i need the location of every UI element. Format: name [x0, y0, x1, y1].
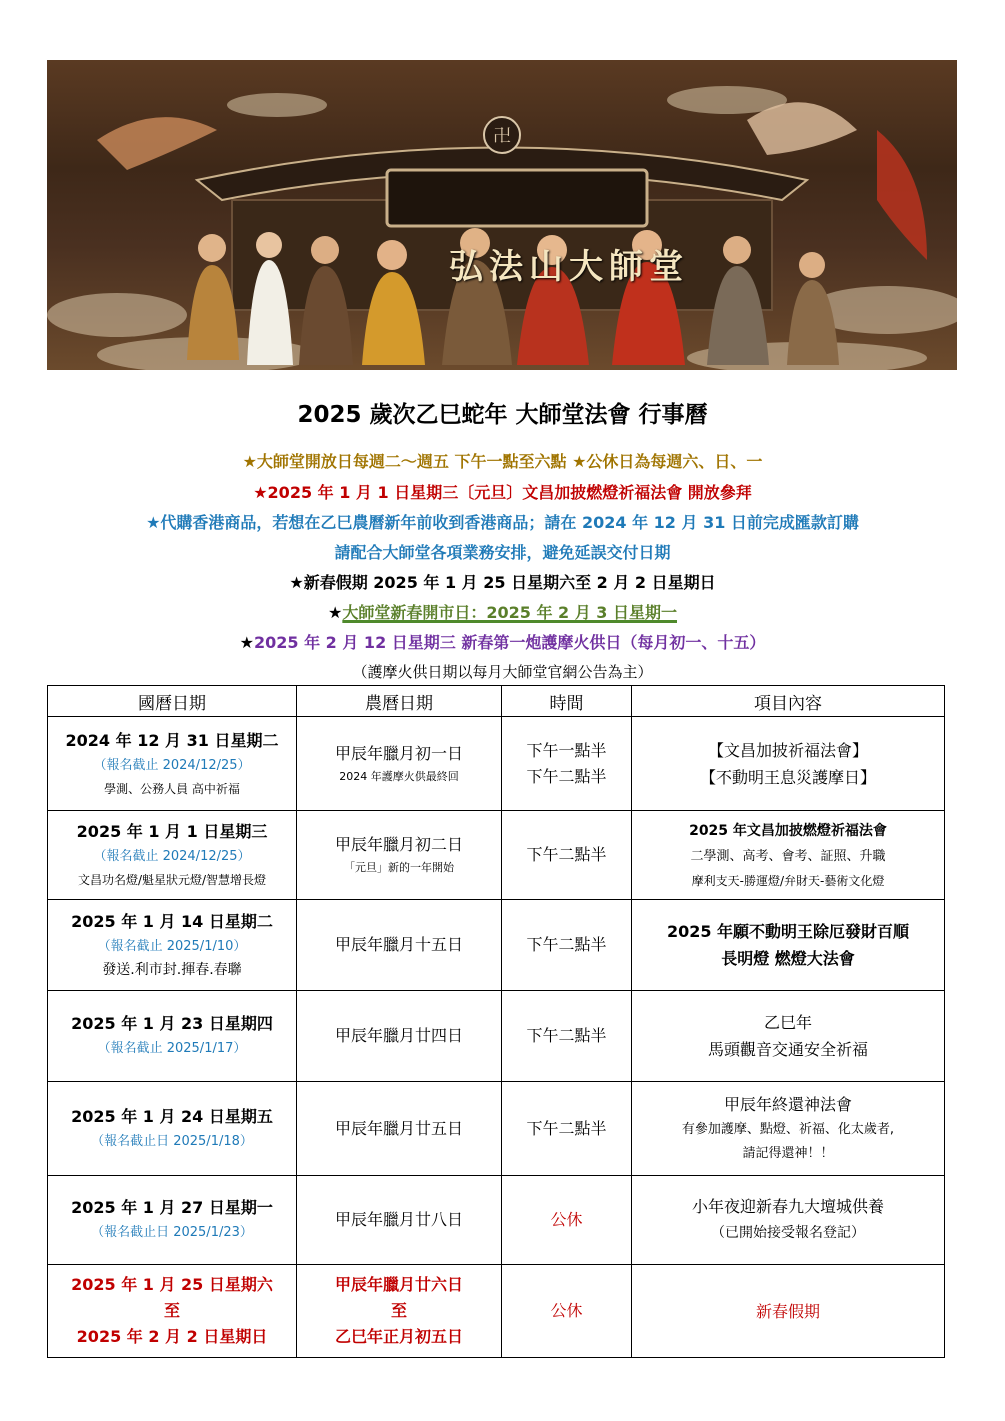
table-row: [48, 1082, 945, 1176]
homa-date-remark: （護摩火供日期以每月大師堂官網公告為主）: [352, 663, 653, 681]
column-header-event: 項目內容: [632, 686, 945, 717]
date-cell: 2025 年 1 月 1 日星期三 （報名截止 2024/12/25） 文昌功名燈/魁星狀元燈/智慧增長燈: [48, 811, 297, 900]
lunar-cell: 甲辰年臘月初一日 2024 年護摩火供最終回: [297, 717, 502, 811]
time-cell: 下午二點半: [502, 1082, 632, 1176]
time-cell: 下午一點半 下午二點半: [502, 717, 632, 811]
table-row: [48, 991, 945, 1082]
table-row: [48, 811, 945, 900]
lunar-cell: 甲辰年臘月初二日 「元旦」新的一年開始: [297, 811, 502, 900]
event-cell: 【文昌加披祈福法會】 【不動明王息災護摩日】: [632, 717, 945, 811]
time-cell: 公休: [502, 1265, 632, 1358]
date-cell: 2025 年 1 月 24 日星期五 （報名截止日 2025/1/18）: [48, 1082, 297, 1176]
event-cell: 2025 年文昌加披燃燈祈福法會 二學測、高考、會考、証照、升職 摩利支天-勝運燈/弁財天-藝術文化燈: [632, 811, 945, 900]
lunar-cell: 甲辰年臘月廿六日 至 乙巳年正月初五日: [297, 1265, 502, 1358]
hk-goods-notice-2: 請配合大師堂各項業務安排，避免延誤交付日期: [334, 543, 671, 562]
date-cell: 2025 年 1 月 25 日星期六 至 2025 年 2 月 2 日星期日: [48, 1265, 297, 1358]
temple-illustration: [47, 60, 957, 370]
date-cell: 2025 年 1 月 14 日星期二 （報名截止 2025/1/10） 發送.利市封.揮春.春聯: [48, 900, 297, 991]
reopening-notice: ★大師堂新春開市日：2025 年 2 月 3 日星期一: [328, 603, 677, 622]
header-banner: [47, 60, 957, 370]
opening-hours-notice: ★大師堂開放日每週二～週五 下午一點至六點 ★公休日為每週六、日、一: [242, 452, 763, 471]
svg-text:卍: 卍: [493, 126, 511, 147]
time-cell: 下午二點半: [502, 811, 632, 900]
lunar-cell: 甲辰年臘月十五日: [297, 900, 502, 991]
table-row: [48, 1176, 945, 1265]
table-row: [48, 900, 945, 991]
event-cell: 2025 年願不動明王除厄發財百順 長明燈 燃燈大法會: [632, 900, 945, 991]
event-calendar-table: [47, 685, 945, 1358]
event-cell: 甲辰年終還神法會 有參加護摩、點燈、祈福、化太歲者, 請記得還神！！: [632, 1082, 945, 1176]
table-row: [48, 1265, 945, 1358]
temple-name-sign: 弘法山大師堂: [449, 246, 689, 287]
column-header-gregorian-date: 國曆日期: [48, 686, 297, 717]
hk-goods-notice: ★代購香港商品，若想在乙巳農曆新年前收到香港商品；請在 2024 年 12 月 31 日前完成匯款訂購: [146, 513, 859, 532]
time-cell: 下午二點半: [502, 900, 632, 991]
table-row: [48, 717, 945, 811]
lunar-cell: 甲辰年臘月廿五日: [297, 1082, 502, 1176]
date-cell: 2024 年 12 月 31 日星期二 （報名截止 2024/12/25） 學測、公務人員 高中祈福: [48, 717, 297, 811]
lunar-cell: 甲辰年臘月廿八日: [297, 1176, 502, 1265]
time-cell: 公休: [502, 1176, 632, 1265]
date-cell: 2025 年 1 月 27 日星期一 （報名截止日 2025/1/23）: [48, 1176, 297, 1265]
homa-fire-notice: ★2025 年 2 月 12 日星期三 新春第一炮護摩火供日（每月初一、十五）: [239, 633, 766, 652]
event-cell: 小年夜迎新春九大壇城供養 （已開始接受報名登記）: [632, 1176, 945, 1265]
column-header-time: 時間: [502, 686, 632, 717]
page-title: 2025 歲次乙巳蛇年 大師堂法會 行事曆: [297, 402, 708, 428]
date-cell: 2025 年 1 月 23 日星期四 （報名截止 2025/1/17）: [48, 991, 297, 1082]
lunar-cell: 甲辰年臘月廿四日: [297, 991, 502, 1082]
spring-holiday-notice: ★新春假期 2025 年 1 月 25 日星期六至 2 月 2 日星期日: [289, 573, 716, 592]
event-cell: 乙巳年 馬頭觀音交通安全祈福: [632, 991, 945, 1082]
column-header-lunar-date: 農曆日期: [297, 686, 502, 717]
new-year-ceremony-notice: ★2025 年 1 月 1 日星期三〔元旦〕文昌加披燃燈祈福法會 開放參拜: [253, 483, 752, 502]
event-cell: 新春假期: [632, 1265, 945, 1358]
time-cell: 下午二點半: [502, 991, 632, 1082]
table-header-row: [48, 686, 945, 717]
